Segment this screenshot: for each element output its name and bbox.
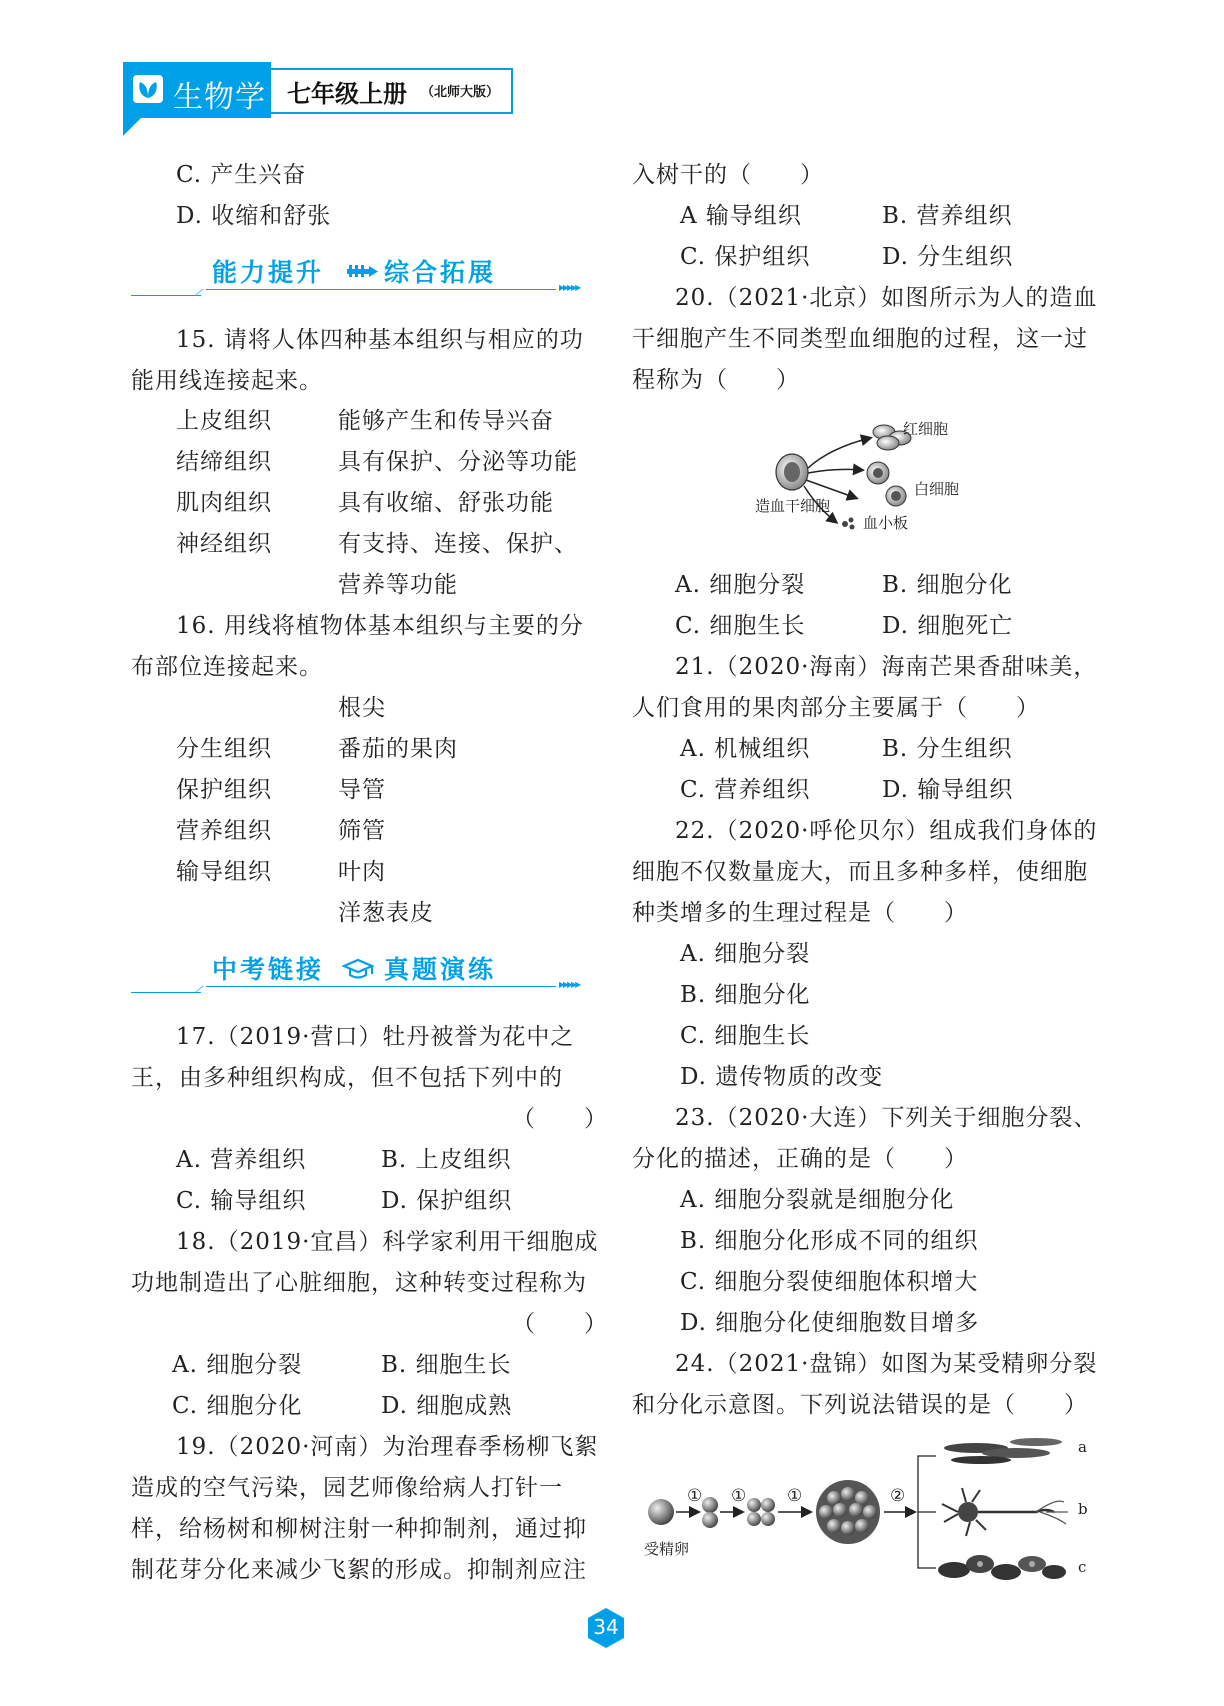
q23-line1: 23.（2020·大连）下列关于细胞分裂、 (675, 1105, 1098, 1131)
label-red-cell: 红细胞 (903, 420, 949, 438)
q22-option: B. 细胞分化 (680, 982, 811, 1008)
q20-option: B. 细胞分化 (882, 572, 1013, 598)
q15-left-item: 神经组织 (176, 531, 272, 557)
q21-option: C. 营养组织 (680, 777, 811, 803)
q18-line1: 18.（2019·宜昌）科学家利用干细胞成 (176, 1229, 599, 1255)
q21-option: D. 输导组织 (882, 777, 1014, 803)
label-step-1: ① (787, 1486, 803, 1506)
q19-line1: 19.（2020·河南）为治理春季杨柳飞絮 (176, 1434, 599, 1460)
q16-line1: 16. 用线将植物体基本组织与主要的分 (176, 613, 584, 639)
banner-exam-right: 真题演练 (384, 955, 497, 984)
banner-arrows-icon: ▸▸▸▸▸ (559, 977, 580, 991)
header-tail (123, 118, 141, 136)
q16-right-item: 筛管 (338, 818, 386, 844)
q15-right-item: 营养等功能 (338, 572, 458, 598)
q20-line3: 程称为（ ） (632, 367, 800, 393)
label-white-cell: 白细胞 (914, 480, 960, 498)
q19-line2: 造成的空气污染，园艺师像给病人打针一 (131, 1475, 563, 1501)
q15-line2: 能用线连接起来。 (131, 368, 323, 394)
q16-left-item: 分生组织 (176, 736, 272, 762)
banner-rule (131, 992, 201, 993)
banner-rule-long (206, 986, 556, 987)
q17-answer-paren: （ ） (512, 1106, 608, 1132)
section-banner-exam (131, 950, 591, 1000)
q15-left-item: 上皮组织 (176, 408, 272, 434)
q21-option: A. 机械组织 (680, 736, 811, 762)
figure-zygote-svg (636, 1428, 1096, 1586)
banner-rule-long (206, 289, 556, 290)
q23-option: D. 细胞分化使细胞数目增多 (680, 1310, 980, 1336)
label-platelet: 血小板 (863, 514, 909, 532)
q19-option: B. 营养组织 (882, 203, 1013, 229)
q21-line1: 21.（2020·海南）海南芒果香甜味美， (675, 654, 1098, 680)
q19-continuation: 入树干的（ ） (632, 162, 824, 188)
q19-option: D. 分生组织 (882, 244, 1014, 270)
label-c: c (1078, 1558, 1087, 1576)
q17-option: A. 营养组织 (176, 1147, 307, 1173)
q18-option: C. 细胞分化 (172, 1393, 303, 1419)
q16-left-item: 保护组织 (176, 777, 272, 803)
leaf-logo-icon (133, 75, 163, 103)
q19-option: A 输导组织 (680, 203, 802, 229)
banner-ability-right: 综合拓展 (384, 258, 497, 287)
q16-line2: 布部位连接起来。 (131, 654, 323, 680)
q17-option: D. 保护组织 (381, 1188, 513, 1214)
section-banner-ability (131, 253, 591, 303)
q23-line2: 分化的描述，正确的是（ ） (632, 1146, 968, 1172)
q15-line1: 15. 请将人体四种基本组织与相应的功 (176, 327, 584, 353)
label-zygote: 受精卵 (644, 1540, 690, 1558)
q20-line1: 20.（2021·北京）如图所示为人的造血 (675, 285, 1098, 311)
q15-left-item: 结缔组织 (176, 449, 272, 475)
q15-right-item: 具有收缩、舒张功能 (338, 490, 554, 516)
rocket-icon (345, 261, 379, 286)
q14-option-c: C. 产生兴奋 (176, 162, 307, 188)
q22-option: C. 细胞生长 (680, 1023, 811, 1049)
q20-option: A. 细胞分裂 (675, 572, 806, 598)
q18-answer-paren: （ ） (512, 1311, 608, 1337)
q19-option: C. 保护组织 (680, 244, 811, 270)
q18-line2: 功地制造出了心脏细胞，这种转变过程称为 (131, 1270, 587, 1296)
grade-title: 七年级上册 (287, 79, 407, 108)
q17-option: B. 上皮组织 (381, 1147, 512, 1173)
q15-left-item: 肌肉组织 (176, 490, 272, 516)
graduation-cap-icon (341, 958, 375, 986)
banner-arrows-icon: ▸▸▸▸▸ (559, 280, 580, 294)
q24-line1: 24.（2021·盘锦）如图为某受精卵分裂 (675, 1351, 1098, 1377)
subject-title: 生物学 (173, 80, 266, 115)
q19-line4: 制花芽分化来减少飞絮的形成。抑制剂应注 (131, 1557, 587, 1583)
header-subject-block (123, 62, 271, 118)
label-b: b (1078, 1500, 1088, 1518)
figure-zygote-division (636, 1428, 1096, 1586)
label-stem-cell: 造血干细胞 (755, 497, 831, 515)
page-number-badge (584, 1606, 628, 1650)
q17-line1: 17.（2019·营口）牡丹被誉为花中之 (176, 1024, 575, 1050)
q21-line2: 人们食用的果肉部分主要属于（ ） (632, 695, 1040, 721)
q15-right-item: 有支持、连接、保护、 (338, 531, 578, 557)
q23-option: C. 细胞分裂使细胞体积增大 (680, 1269, 979, 1295)
figure-blood-cell-differentiation (740, 418, 990, 538)
label-step-2: ② (890, 1486, 906, 1506)
q17-option: C. 输导组织 (176, 1188, 307, 1214)
q16-right-item: 洋葱表皮 (338, 900, 434, 926)
q16-left-item: 营养组织 (176, 818, 272, 844)
q18-option: B. 细胞生长 (381, 1352, 512, 1378)
q14-option-d: D. 收缩和舒张 (176, 203, 332, 229)
q22-option: D. 遗传物质的改变 (680, 1064, 884, 1090)
header-bar (123, 62, 515, 118)
q19-line3: 样，给杨树和柳树注射一种抑制剂，通过抑 (131, 1516, 587, 1542)
q16-right-item: 导管 (338, 777, 386, 803)
q18-option: A. 细胞分裂 (172, 1352, 303, 1378)
banner-ability-left: 能力提升 (212, 258, 325, 287)
header-grade-block (271, 68, 513, 114)
q16-right-item: 叶肉 (338, 859, 386, 885)
q17-line2: 王，由多种组织构成，但不包括下列中的 (131, 1065, 563, 1091)
label-step-1: ① (731, 1486, 747, 1506)
q21-option: B. 分生组织 (882, 736, 1013, 762)
q24-line2: 和分化示意图。下列说法错误的是（ ） (632, 1392, 1088, 1418)
q22-line3: 种类增多的生理过程是（ ） (632, 900, 968, 926)
q20-line2: 干细胞产生不同类型血细胞的过程，这一过 (632, 326, 1088, 352)
page-number: 34 (593, 1615, 619, 1639)
q20-option: D. 细胞死亡 (882, 613, 1014, 639)
q18-option: D. 细胞成熟 (381, 1393, 513, 1419)
q22-line2: 细胞不仅数量庞大，而且多种多样，使细胞 (632, 859, 1088, 885)
q22-option: A. 细胞分裂 (680, 941, 811, 967)
label-step-1: ① (687, 1486, 703, 1506)
q15-right-item: 具有保护、分泌等功能 (338, 449, 578, 475)
banner-exam-left: 中考链接 (212, 955, 325, 984)
q16-left-item: 输导组织 (176, 859, 272, 885)
q20-option: C. 细胞生长 (675, 613, 806, 639)
q22-line1: 22.（2020·呼伦贝尔）组成我们身体的 (675, 818, 1098, 844)
q23-option: A. 细胞分裂就是细胞分化 (680, 1187, 955, 1213)
label-a: a (1078, 1438, 1087, 1456)
edition-label: （北师大版） (421, 85, 500, 100)
q16-right-item: 番茄的果肉 (338, 736, 458, 762)
banner-rule (131, 295, 201, 296)
q23-option: B. 细胞分化形成不同的组织 (680, 1228, 979, 1254)
q15-right-item: 能够产生和传导兴奋 (338, 408, 554, 434)
q16-right-item: 根尖 (338, 695, 386, 721)
